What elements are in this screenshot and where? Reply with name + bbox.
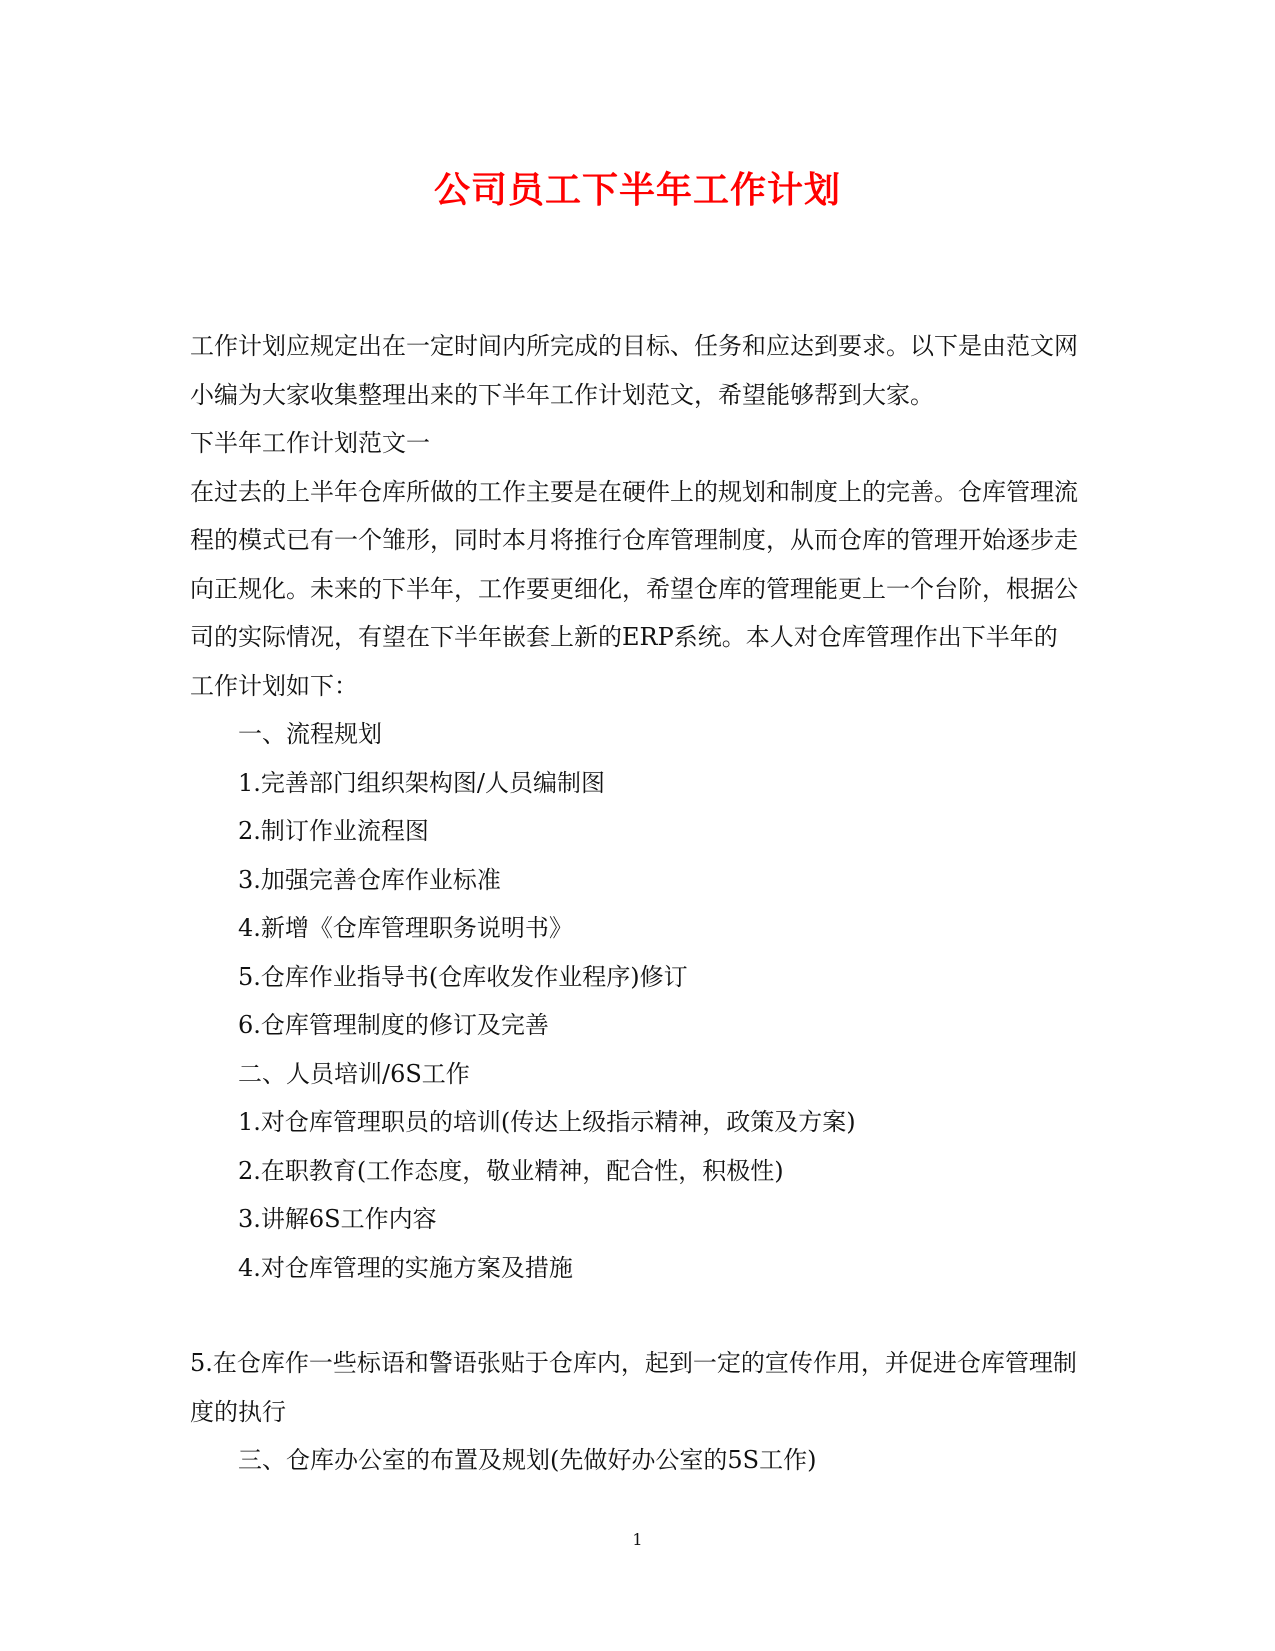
list-item: 6.仓库管理制度的修订及完善 bbox=[238, 1011, 549, 1039]
document-body bbox=[190, 322, 1080, 1485]
list-item: 2.制订作业流程图 bbox=[238, 817, 429, 845]
list-item: 3.讲解6S工作内容 bbox=[238, 1205, 437, 1233]
list-item-wrapped: 5.在仓库作一些标语和警语张贴于仓库内，起到一定的宣传作用，并促进仓库管理制度的执行 bbox=[190, 1349, 1077, 1426]
page-number: 1 bbox=[632, 1530, 643, 1549]
list-item: 1.完善部门组织架构图/人员编制图 bbox=[238, 768, 605, 797]
sample-heading: 下半年工作计划范文一 bbox=[190, 429, 430, 457]
section-heading-process: 一、流程规划 bbox=[238, 720, 382, 748]
list-item: 5.仓库作业指导书(仓库收发作业程序)修订 bbox=[238, 962, 688, 991]
list-item: 4.对仓库管理的实施方案及措施 bbox=[238, 1253, 573, 1282]
section-heading-training: 二、人员培训/6S工作 bbox=[238, 1059, 470, 1088]
list-item: 3.加强完善仓库作业标准 bbox=[238, 865, 501, 894]
list-item: 4.新增《仓库管理职务说明书》 bbox=[238, 914, 573, 942]
intro-paragraph: 工作计划应规定出在一定时间内所完成的目标、任务和应达到要求。以下是由范文网小编为大家收集整理出来的下半年工作计划范文，希望能够帮到大家。 bbox=[190, 332, 1078, 409]
list-item: 2.在职教育(工作态度，敬业精神，配合性，积极性) bbox=[238, 1156, 784, 1185]
page-title: 公司员工下半年工作计划 bbox=[433, 169, 841, 211]
paragraph-spacer bbox=[190, 1292, 1080, 1339]
list-item: 1.对仓库管理职员的培训(传达上级指示精神，政策及方案) bbox=[238, 1108, 856, 1136]
background-paragraph: 在过去的上半年仓库所做的工作主要是在硬件上的规划和制度上的完善。仓库管理流程的模式已有一个雏形，同时本月将推行仓库管理制度，从而仓库的管理开始逐步走向正规化。未来的下半年，工作要更细化，希望仓库的管理能更上一个台阶，根据公司的实际情况，有望在下半年嵌套上新的ERP系统。本人对仓库管理作出下半年的工作计划如下： bbox=[190, 477, 1078, 700]
section-heading-office: 三、仓库办公室的布置及规划(先做好办公室的5S工作) bbox=[238, 1446, 817, 1474]
